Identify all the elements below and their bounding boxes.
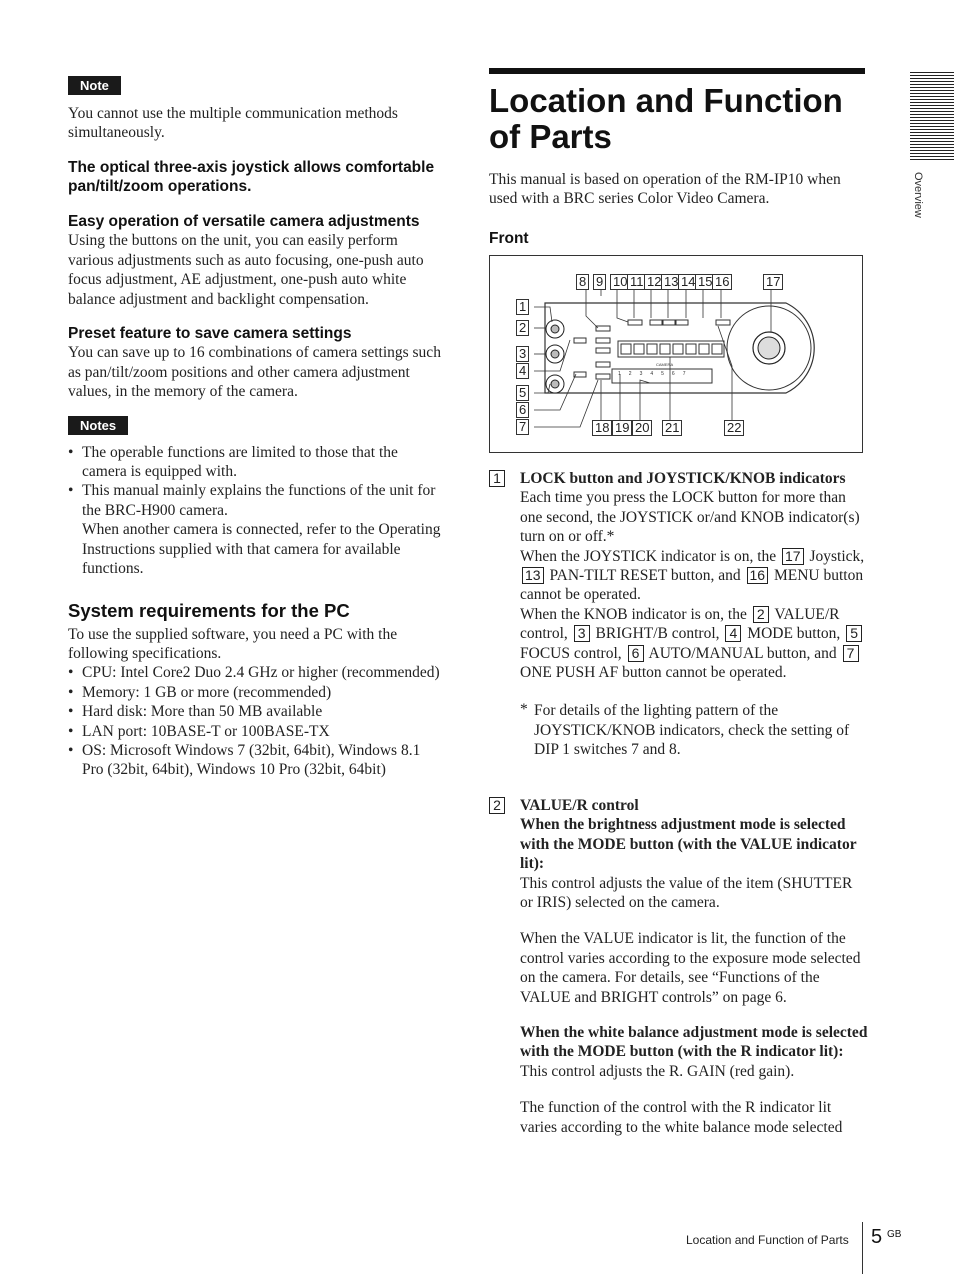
item-subheading: When the brightness adjustment mode is selected with the MODE button (with the VALUE indicator lit): [520,816,857,873]
item-text: This control adjusts the value of the item (SHUTTER or IRIS) selected on the camera. [520,874,853,912]
item-text: This control adjusts the R. GAIN (red gain). [520,1062,795,1080]
callout-22: 22 [724,420,744,436]
right-column [489,68,865,248]
list-item: • OS: Microsoft Windows 7 (32bit, 64bit), Windows 8.1 Pro (32bit, 64bit), Windows 10 Pro (32bit, 64bit) [68,741,443,780]
callout-13: 13 [661,274,681,290]
title-rule [489,68,865,74]
item-text: When the KNOB indicator is on, the 2 VALUE/R control, 3 BRIGHT/B control, 4 MODE button, 5 FOCUS control, 6 AUTO/MANUAL button, and 7 ONE PUSH AF button cannot be operated. [520,605,869,683]
feature-heading-preset: Preset feature to save camera settings [68,324,352,342]
callout-10: 10 [610,274,630,290]
item-1 [489,469,869,760]
feature-text-adjustments: Using the buttons on the unit, you can easily perform various adjustments such as auto focusing, one-push auto focus adjustment, AE adjustment, one-push auto white balance adjustment and backlight compensation. [68,232,424,308]
sysreq-heading: System requirements for the PC [68,599,350,621]
page-number: 5 [871,1226,883,1248]
footer-divider [862,1222,863,1274]
callout-16: 16 [712,274,732,290]
notes-list [68,443,443,579]
item-number: 2 [489,797,505,814]
item-text: The function of the control with the R indicator lit varies according to the white balance mode selected [520,1099,843,1136]
section-tab-lines [910,72,954,160]
callout-17: 17 [763,274,783,290]
front-label: Front [489,229,529,247]
list-item: • The operable functions are limited to those that the camera is equipped with. [68,443,443,482]
feature-heading-adjustments: Easy operation of versatile camera adjustments [68,212,420,230]
feature-text-preset: You can save up to 16 combinations of camera settings such as pan/tilt/zoom positions and other camera adjustment values, in the memory of the camera. [68,344,441,401]
item-number: 1 [489,470,505,487]
callout-9: 9 [593,274,606,290]
sysreq-list [68,663,443,779]
camera-label: CAMERA [656,362,674,367]
left-column [68,76,443,780]
footnote: * For details of the lighting pattern of the JOYSTICK/KNOB indicators, check the setting of DIP 1 switches 7 and 8. [520,701,850,759]
list-item: • CPU: Intel Core2 Duo 2.4 GHz or higher (recommended) [68,663,443,682]
callout-14: 14 [678,274,698,290]
callout-7: 7 [516,419,529,435]
item-subheading: When the white balance adjustment mode is selected with the MODE button (with the R indicator lit): [520,1024,868,1061]
callout-1: 1 [516,299,529,315]
item-title: LOCK button and JOYSTICK/KNOB indicators [520,470,846,487]
item-2 [489,796,869,1137]
callout-19: 19 [612,420,632,436]
list-item: • Hard disk: More than 50 MB available [68,702,443,721]
callout-20: 20 [632,420,652,436]
callout-21: 21 [662,420,682,436]
notes-badge: Notes [68,416,128,435]
callout-2: 2 [516,320,529,336]
callout-5: 5 [516,385,529,401]
item-text: Each time you press the LOCK button for more than one second, the JOYSTICK or/and KNOB indicator(s) turn on or off.* [520,489,860,546]
note-badge: Note [68,76,121,95]
page-suffix: GB [887,1229,902,1240]
callout-12: 12 [644,274,664,290]
callout-15: 15 [695,274,715,290]
callout-8: 8 [576,274,589,290]
camera-buttons: 1 2 3 4 5 6 7 [618,371,686,377]
item-title: VALUE/R control [520,797,639,814]
list-item: • LAN port: 10BASE-T or 100BASE-TX [68,722,443,741]
item-text: When the JOYSTICK indicator is on, the 17 Joystick, 13 PAN-TILT RESET button, and 16 MENU button cannot be operated. [520,547,865,604]
section-tab-label: Overview [912,172,924,218]
feature-heading-joystick: The optical three-axis joystick allows comfortable pan/tilt/zoom operations. [68,158,435,196]
note-text: You cannot use the multiple communication methods simultaneously. [68,105,398,142]
list-item: • This manual mainly explains the functions of the unit for the BRC-H900 camera. [68,481,443,520]
callout-18: 18 [592,420,612,436]
footer-section: Location and Function of Parts [686,1233,849,1247]
sysreq-intro: To use the supplied software, you need a PC with the following specifications. [68,625,398,662]
callout-3: 3 [516,346,529,362]
front-panel-figure [489,255,863,453]
callout-6: 6 [516,402,529,418]
intro-text: This manual is based on operation of the RM-IP10 when used with a BRC series Color Video Camera. [489,171,841,208]
callout-4: 4 [516,363,529,379]
list-item: • Memory: 1 GB or more (recommended) [68,683,443,702]
item-text: When the VALUE indicator is lit, the function of the control varies according to the exposure mode selected on the camera. For details, see “Functions of the VALUE and BRIGHT controls” on page 6. [520,930,861,1006]
page-title: Location and Function of Parts [489,82,843,155]
list-item-continuation: When another camera is connected, refer to the Operating Instructions supplied with that camera for available functions. [82,521,441,578]
callout-11: 11 [627,274,647,290]
